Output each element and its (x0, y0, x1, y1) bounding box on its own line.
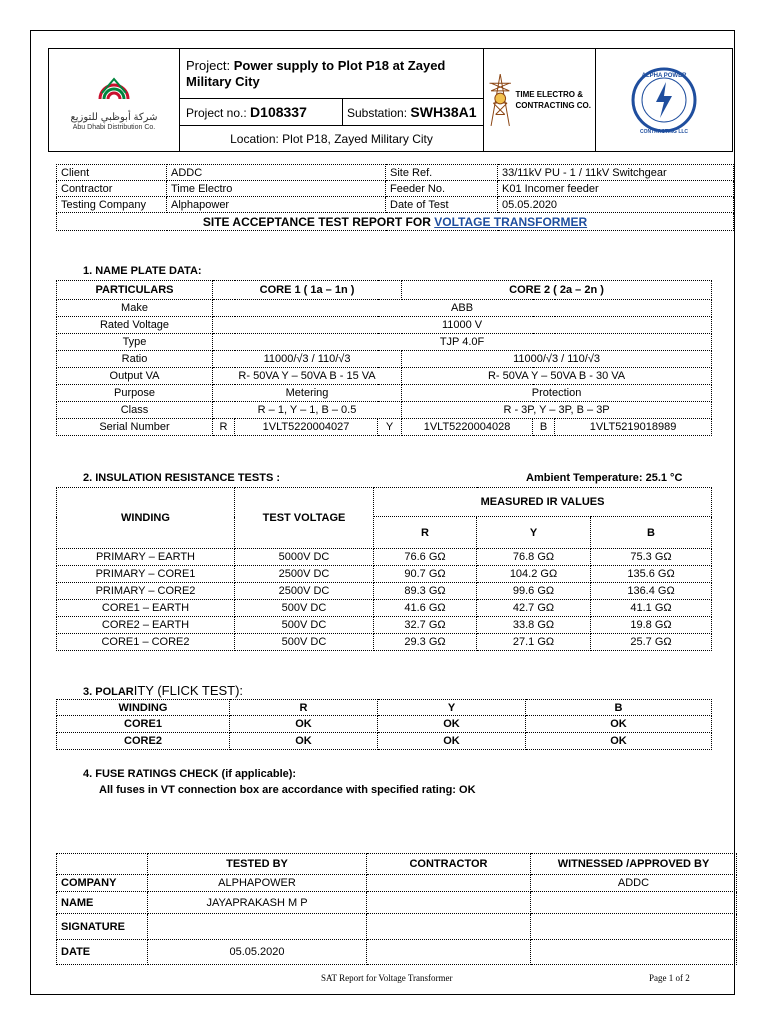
polarity-table: WINDING R Y B CORE1 OK OK OK CORE2 OK OK OK (56, 699, 711, 750)
substation: SWH38A1 (410, 104, 477, 120)
addc-arabic-name: شركة أبوظبي للتوزيع (70, 112, 158, 123)
project-no-cell: Project no.: D108337 (180, 99, 343, 126)
section-4-title: 4. FUSE RATINGS CHECK (if applicable): (83, 768, 297, 780)
table-row: CORE2 OK OK OK (57, 733, 712, 750)
project-label: Project: (186, 57, 231, 73)
insulation-table: WINDING TEST VOLTAGE MEASURED IR VALUES R Y B PRIMARY – EARTH 5000V DC 76.6 GΩ 76.8 GΩ 75.3 GΩ PRIMARY – CORE1 2500V DC 90.7 GΩ 104.2 GΩ 135.6 GΩ PRIMARY – CORE2 2500V DC 89.3 GΩ 99.6 GΩ 136.4 GΩ CORE1 – EARTH 500V DC 41.6 GΩ 42.7 GΩ 41.1 GΩ CORE2 – EARTH 500V DC 32.7 GΩ 33.8 GΩ 19.8 GΩ CORE1 – CORE2 500V DC 29.3 GΩ 27.1 GΩ 25.7 GΩ (56, 487, 711, 651)
section-1-title: 1. NAME PLATE DATA: (83, 265, 202, 277)
alphapower-logo-text-top: ALPHA POWER (641, 72, 687, 79)
footer-left: SAT Report for Voltage Transformer (321, 973, 453, 983)
contractor-value: Time Electro (167, 181, 386, 197)
contractor-logo-line1: TIME ELECTRO & (515, 90, 584, 99)
type-value: TJP 4.0F (213, 334, 712, 351)
addc-logo-icon (94, 69, 134, 109)
tester-logo-cell (596, 49, 733, 152)
report-title: SITE ACCEPTANCE TEST REPORT FOR VOLTAGE TRANSFORMER (57, 213, 734, 231)
header-box (48, 48, 732, 151)
project-no: D108337 (250, 104, 307, 120)
table-row: PRIMARY – EARTH 5000V DC 76.6 GΩ 76.8 GΩ 75.3 GΩ (57, 549, 712, 566)
table-row: PRIMARY – CORE1 2500V DC 90.7 GΩ 104.2 GΩ 135.6 GΩ (57, 566, 712, 583)
alphapower-logo-text-bottom: CONTRACTING LLC (639, 128, 689, 135)
ambient-temperature: Ambient Temperature: 25.1 °C (526, 472, 683, 484)
make-value: ABB (213, 300, 712, 317)
info-table: Client ADDC Site Ref. 33/11kV PU - 1 / 11kV Switchgear Contractor Time Electro Feeder No. K01 Incomer feeder Testing Company Alphapower Date of Test 05.05.2020 SITE ACCEPTANCE TEST REPORT FOR VOLTAGE TRANSFORMER (56, 164, 733, 231)
addc-name: Abu Dhabi Distribution Co. (72, 124, 156, 131)
testing-value: Alphapower (167, 197, 386, 213)
section-3-title: 3. POLARITY (FLICK TEST): (83, 683, 244, 698)
contractor-logo-cell (484, 49, 596, 152)
report-title-link[interactable]: VOLTAGE TRANSFORMER (434, 214, 588, 229)
table-row: PRIMARY – CORE2 2500V DC 89.3 GΩ 99.6 GΩ 136.4 GΩ (57, 583, 712, 600)
report-page (30, 30, 735, 995)
project-name: Power supply to Plot P18 at Zayed Military City (186, 57, 446, 89)
signoff-table: TESTED BY CONTRACTOR WITNESSED /APPROVED BY COMPANY ALPHAPOWER ADDC NAME JAYAPRAKASH M P SIGNATURE DATE 05.05.2020 (56, 853, 736, 965)
substation-cell: Substation: SWH38A1 (343, 99, 484, 126)
contractor-logo-line2: CONTRACTING CO. (515, 101, 592, 110)
table-row: CORE1 – EARTH 500V DC 41.6 GΩ 42.7 GΩ 41.1 GΩ (57, 600, 712, 617)
footer-page-number: Page 1 of 2 (649, 973, 690, 983)
feeder-value: K01 Incomer feeder (498, 181, 734, 197)
location: Location: Plot P18, Zayed Military City (180, 126, 484, 152)
date-value: 05.05.2020 (498, 197, 734, 213)
fuse-text: All fuses in VT connection box are accordance with specified rating: OK (99, 784, 476, 796)
addc-logo-cell (49, 49, 180, 152)
section-2-title: 2. INSULATION RESISTANCE TESTS : (83, 472, 280, 484)
project-cell (180, 49, 484, 99)
transmission-tower-icon (488, 64, 512, 136)
table-row: CORE1 – CORE2 500V DC 29.3 GΩ 27.1 GΩ 25.7 GΩ (57, 634, 712, 651)
site-ref-value: 33/11kV PU - 1 / 11kV Switchgear (498, 165, 734, 181)
table-row: CORE2 – EARTH 500V DC 32.7 GΩ 33.8 GΩ 19.8 GΩ (57, 617, 712, 634)
nameplate-table: PARTICULARS CORE 1 ( 1a – 1n ) CORE 2 ( 2a – 2n ) Make ABB Rated Voltage 11000 V Type TJP 4.0F Ratio 11000/√3 / 110/√3 11000/√3 / 110/√3 Output VA R- 50VA Y – 50VA B - 15 VA R- 50VA Y – 50VA B - 30 VA Purpose Metering Protection Class R – 1, Y – 1, B – 0.5 R - 3P, Y – 3P, B – 3P Serial Number R 1VLT5220004027 Y 1VLT5220004028 B 1VLT5219018989 (56, 280, 711, 436)
rated-voltage-value: 11000 V (213, 317, 712, 334)
table-row: CORE1 OK OK OK (57, 716, 712, 733)
client-value: ADDC (167, 165, 386, 181)
